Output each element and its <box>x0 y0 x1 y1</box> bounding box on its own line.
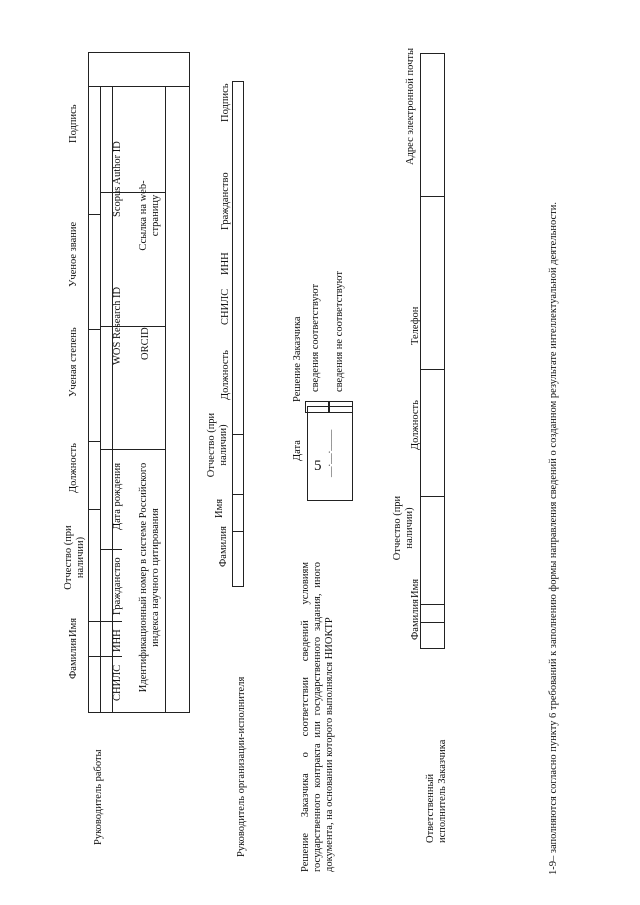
option-ne-sootvetstvuyut: сведения не соответствуют <box>334 271 345 392</box>
customer-decision-text: Решение Заказчика о соответствии сведений условиям государственного контракта или государственного задания, иного документа, на основании которого выполнялся НИОКТР <box>300 562 336 872</box>
date-label: Дата <box>292 440 303 461</box>
cell-data-rozhdeniya: Дата рождения <box>112 462 123 530</box>
header-otchestvo: Отчество (при наличии) <box>63 525 87 590</box>
header4-familiya: Фамилия <box>410 599 421 640</box>
header2-imya: Имя <box>214 498 225 518</box>
header-dolzhnost: Должность <box>68 443 79 493</box>
header2-snils: СНИЛС <box>220 288 231 325</box>
cell-inn: ИНН <box>112 629 123 652</box>
header4-dolzhnost: Должность <box>410 400 421 450</box>
header2-dolzhnost: Должность <box>220 350 231 400</box>
cell-scopus-author-id: Scopus Author ID <box>112 141 123 217</box>
page-number: 5 <box>314 458 322 474</box>
header-uchenoe-zvanie: Ученое звание <box>68 221 79 287</box>
header2-grazhdanstvo: Гражданство <box>220 172 231 230</box>
section-label-rukovoditel-organizacii: Руководитель организации-исполнителя <box>236 676 247 857</box>
header-uchenaya-stepen: Ученая степень <box>68 327 79 397</box>
section-label-rukovoditel-raboty: Руководитель работы <box>93 749 104 845</box>
footnote: 1-9– заполняются согласно пункту 6 требований к заполнению формы направления сведений о созданном результате интеллектуальной деятельности. <box>548 202 559 875</box>
header2-inn: ИНН <box>220 252 231 275</box>
cell-web-link: Ссылка на web-страницу <box>138 180 162 251</box>
cell-wos-research-id: WOS Research ID <box>112 286 123 365</box>
table-rukovoditel-organizacii <box>232 81 244 587</box>
header4-email: Адрес электронной почты <box>405 47 416 165</box>
date-placeholder: __.__.____ <box>322 429 333 477</box>
header-podpis: Подпись <box>68 104 79 143</box>
cell-orcid: ORCID <box>140 327 151 360</box>
checkbox-sootvetstvuyut[interactable] <box>305 401 329 413</box>
option-sootvetstvuyut: сведения соответствуют <box>310 283 321 392</box>
table-otvetstvenny-ispolnitel <box>420 53 445 649</box>
section-label-otvetstvenny-ispolnitel: Ответственный исполнитель Заказчика <box>425 739 449 843</box>
cell-snils: СНИЛС <box>112 664 123 701</box>
decision-title: Решение Заказчика <box>292 316 303 402</box>
header2-familiya: Фамилия <box>218 526 229 567</box>
header4-imya: Имя <box>410 578 421 598</box>
header4-telefon: Телефон <box>410 306 421 345</box>
checkbox-ne-sootvetstvuyut[interactable] <box>329 401 353 413</box>
header2-podpis: Подпись <box>220 83 231 122</box>
cell-rinc-id: Идентификационный номер в системе Российского индекса научного цитирования <box>138 462 162 693</box>
header-familiya: Фамилия <box>68 638 79 679</box>
header-imya: Имя <box>68 617 79 637</box>
header4-otchestvo: Отчество (при наличии) <box>392 495 416 561</box>
header2-otchestvo: Отчество (при наличии) <box>206 412 230 478</box>
cell-grazhdanstvo: Гражданство <box>112 557 123 615</box>
